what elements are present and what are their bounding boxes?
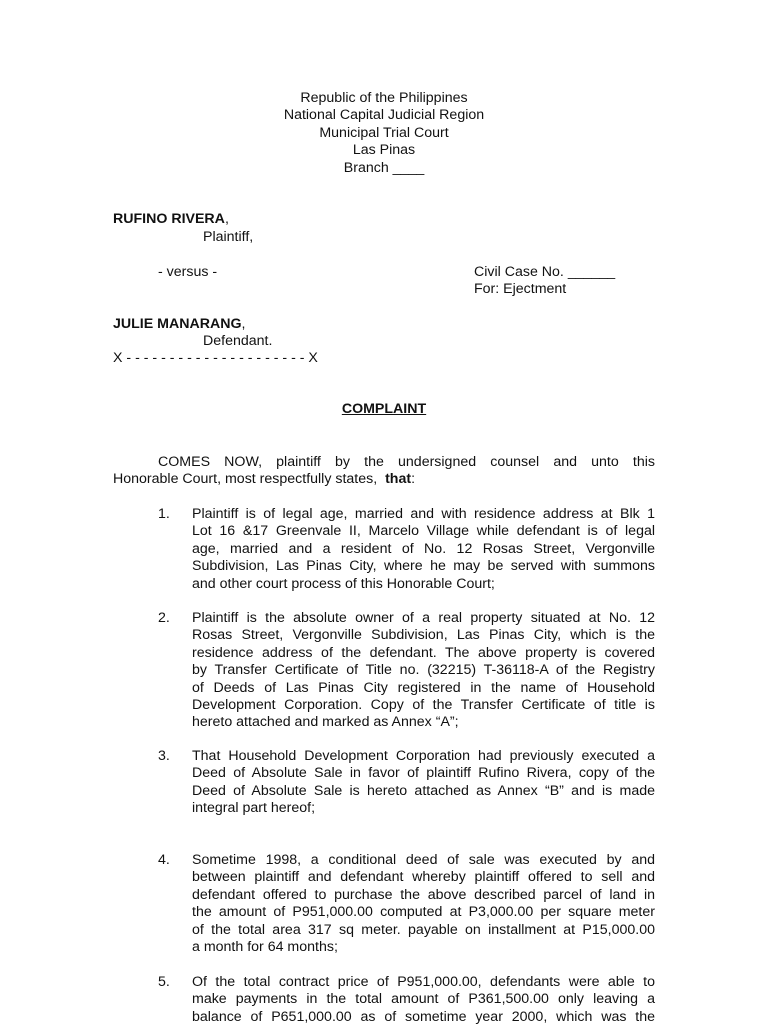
header-line-court: Municipal Trial Court	[319, 124, 449, 141]
intro-that: that	[385, 471, 412, 488]
court-header	[0, 90, 768, 177]
item-3-line: That Household Development Corporation had previously executed a	[192, 748, 655, 764]
item-body-2	[192, 610, 655, 732]
item-2-line: of Deeds of Las Pinas City registered in the name of Household	[192, 679, 655, 696]
item-2-line: Plaintiff is the absolute owner of a real property situated at No. 12	[192, 610, 655, 626]
item-2-line: Development Corporation. Copy of the Transfer Certificate of title is	[192, 697, 655, 714]
header-line-republic: Republic of the Philippines	[300, 90, 468, 106]
item-4-line: a month for 64 months;	[192, 939, 338, 956]
item-number-5: 5.	[158, 974, 170, 990]
item-5-line: balance of P651,000.00 as of sometime year 2000, which was the	[192, 1008, 655, 1025]
header-line-branch: Branch ____	[343, 159, 425, 176]
item-body-5	[192, 974, 655, 1026]
caption-separator: X - - - - - - - - - - - - - - - - - - - - - X	[113, 350, 318, 366]
item-2-line: hereto attached and marked as Annex “A”;	[192, 714, 459, 731]
intro-line-2	[113, 471, 655, 488]
plaintiff-comma: ,	[224, 211, 229, 227]
item-2-line: Rosas Street, Vergonville Subdivision, Las Pinas City, which is the	[192, 627, 655, 644]
item-2-line: residence address of the defendant. The above property is covered	[192, 644, 655, 661]
plaintiff-name-line	[113, 211, 229, 228]
item-5-line: make payments in the total amount of P361,500.00 only leaving a	[192, 991, 655, 1008]
item-5-line: Of the total contract price of P951,000.00, defendants were able to	[192, 974, 655, 990]
versus-label: - versus -	[158, 264, 218, 280]
item-number-3: 3.	[158, 748, 170, 764]
plaintiff-name: RUFINO RIVERA	[113, 211, 225, 227]
item-4-line: the amount of P951,000.00 computed at P3,000.00 per square meter	[192, 904, 655, 921]
defendant-name: JULIE MANARANG	[113, 316, 242, 332]
intro-line-2-text: Honorable Court, most respectfully states,	[113, 471, 378, 488]
document-title: COMPLAINT	[341, 401, 427, 417]
item-1-line: Plaintiff is of legal age, married and with residence address at Blk 1	[192, 506, 655, 522]
intro-paragraph	[113, 454, 655, 489]
plaintiff-role: Plaintiff,	[203, 229, 254, 245]
item-number-2: 2.	[158, 610, 170, 626]
intro-line-1: COMES NOW, plaintiff by the undersigned counsel and unto this	[158, 454, 655, 470]
intro-colon: :	[411, 471, 416, 488]
defendant-role: Defendant.	[203, 333, 273, 349]
defendant-name-line	[113, 316, 245, 333]
case-number: Civil Case No. ______	[474, 264, 616, 280]
header-line-region: National Capital Judicial Region	[283, 107, 485, 124]
item-3-line: Deed of Absolute Sale in favor of plaintiff Rufino Rivera, copy of the	[192, 765, 655, 782]
item-4-line: between plaintiff and defendant whereby plaintiff offered to sell and	[192, 869, 655, 886]
item-1-line: age, married and a resident of No. 12 Rosas Street, Vergonville	[192, 540, 655, 557]
item-number-1: 1.	[158, 506, 170, 522]
item-1-line: and other court process of this Honorable Court;	[192, 575, 495, 592]
item-3-line: integral part hereof;	[192, 800, 316, 817]
item-body-1	[192, 506, 655, 593]
item-3-line: Deed of Absolute Sale is hereto attached as Annex “B” and is made	[192, 782, 655, 799]
item-4-line: of the total area 317 sq meter. payable on installment at P15,000.00	[192, 921, 655, 938]
defendant-comma: ,	[241, 316, 246, 332]
item-1-line: Subdivision, Las Pinas City, where he may be served with summons	[192, 558, 655, 575]
item-4-line: defendant offered to purchase the above described parcel of land in	[192, 886, 655, 903]
case-nature: For: Ejectment	[474, 281, 567, 297]
item-body-4	[192, 852, 655, 956]
item-2-line: by Transfer Certificate of Title no. (32215) T-36118-A of the Registry	[192, 662, 655, 679]
item-4-line: Sometime 1998, a conditional deed of sale was executed by and	[192, 852, 655, 868]
item-body-3	[192, 748, 655, 818]
header-line-city: Las Pinas	[352, 142, 416, 159]
item-1-line: Lot 16 &17 Greenvale II, Marcelo Village while defendant is of legal	[192, 523, 655, 540]
item-number-4: 4.	[158, 852, 170, 868]
